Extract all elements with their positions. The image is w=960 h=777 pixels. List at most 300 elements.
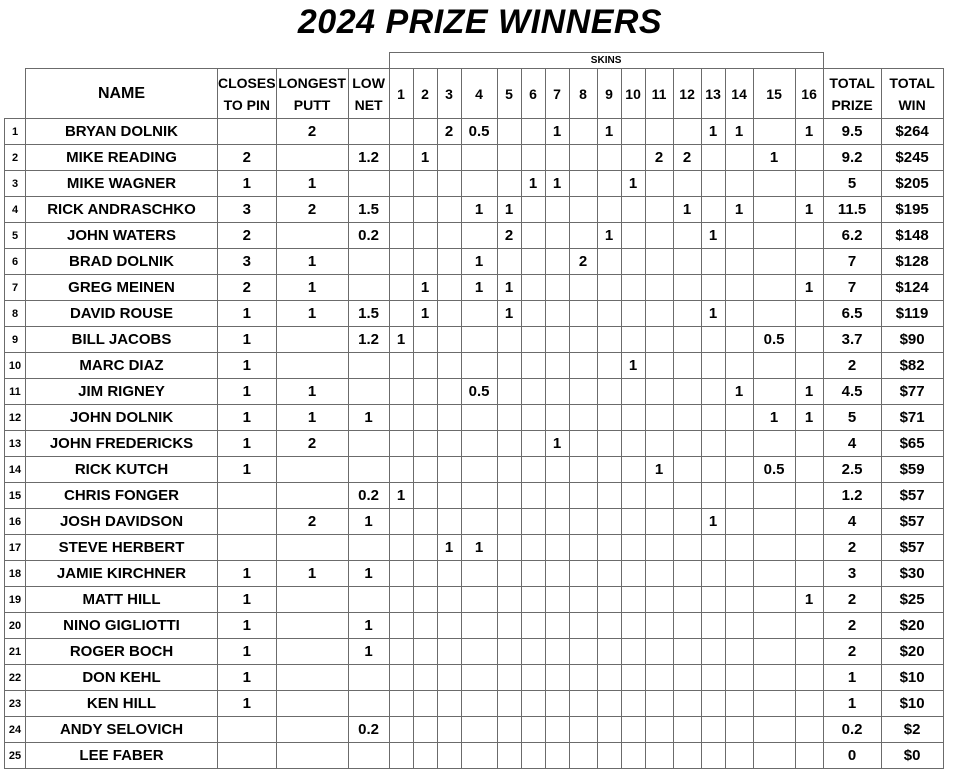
- longest-putt-value: [276, 717, 348, 743]
- total-win-value: $71: [881, 405, 943, 431]
- total-prize-value: 3.7: [823, 327, 881, 353]
- skin-value: [701, 145, 725, 171]
- skin-value: [545, 353, 569, 379]
- skin-value: [597, 431, 621, 457]
- skin-value: [645, 561, 673, 587]
- hole-header: 9: [597, 69, 621, 119]
- skin-value: [497, 249, 521, 275]
- hole-header: 10: [621, 69, 645, 119]
- player-name: JOHN DOLNIK: [26, 405, 218, 431]
- table-row: [5, 665, 944, 691]
- skin-value: [753, 561, 795, 587]
- skin-value: [521, 613, 545, 639]
- skin-value: [753, 249, 795, 275]
- skin-value: [673, 691, 701, 717]
- longest-putt-value: 1: [276, 379, 348, 405]
- skin-value: [673, 119, 701, 145]
- skin-value: [621, 249, 645, 275]
- skin-value: [461, 483, 497, 509]
- skin-value: [545, 717, 569, 743]
- skin-value: [621, 535, 645, 561]
- total-win-value: $20: [881, 639, 943, 665]
- skin-value: 1: [725, 197, 753, 223]
- total-prize-value: 2: [823, 613, 881, 639]
- table-row: [5, 249, 944, 275]
- skin-value: [389, 561, 413, 587]
- skin-value: [673, 717, 701, 743]
- skin-value: [437, 509, 461, 535]
- low-net-value: 1: [348, 639, 389, 665]
- skin-value: [753, 171, 795, 197]
- skin-value: [673, 561, 701, 587]
- skin-value: [569, 223, 597, 249]
- skin-value: [413, 483, 437, 509]
- longest-putt-value: [276, 587, 348, 613]
- table-row: [5, 301, 944, 327]
- skin-value: 1: [437, 535, 461, 561]
- low-net-value: 0.2: [348, 223, 389, 249]
- total-prize-value: 2: [823, 535, 881, 561]
- skin-value: [621, 275, 645, 301]
- total-prize-header: [823, 69, 881, 119]
- longest-putt-value: 1: [276, 249, 348, 275]
- skin-value: [645, 249, 673, 275]
- skin-value: 1: [597, 223, 621, 249]
- player-name: DON KEHL: [26, 665, 218, 691]
- skin-value: [497, 509, 521, 535]
- longest-putt-value: [276, 613, 348, 639]
- total-win-value: $128: [881, 249, 943, 275]
- total-win-value: $10: [881, 691, 943, 717]
- skin-value: [725, 561, 753, 587]
- skin-value: [725, 743, 753, 769]
- skin-value: [597, 613, 621, 639]
- skin-value: [497, 743, 521, 769]
- skin-value: [725, 717, 753, 743]
- table-row: [5, 587, 944, 613]
- closest-to-pin-value: 2: [218, 223, 277, 249]
- skin-value: [645, 327, 673, 353]
- closest-to-pin-header: [218, 69, 277, 119]
- skin-value: [753, 665, 795, 691]
- total-win-value: $20: [881, 613, 943, 639]
- closest-to-pin-value: 2: [218, 275, 277, 301]
- skin-value: [545, 301, 569, 327]
- row-number: 20: [5, 613, 26, 639]
- total-win-value: $57: [881, 483, 943, 509]
- closest-to-pin-value: 1: [218, 613, 277, 639]
- skin-value: 1: [645, 457, 673, 483]
- skin-value: [701, 691, 725, 717]
- skin-value: [645, 431, 673, 457]
- skin-value: [545, 275, 569, 301]
- skin-value: [621, 743, 645, 769]
- closest-to-pin-value: [218, 743, 277, 769]
- skin-value: [597, 639, 621, 665]
- skin-value: [597, 535, 621, 561]
- total-prize-value: 1.2: [823, 483, 881, 509]
- skin-value: [497, 145, 521, 171]
- skin-value: [413, 197, 437, 223]
- skin-value: 1: [795, 405, 823, 431]
- longest-putt-value: [276, 145, 348, 171]
- skin-value: [545, 483, 569, 509]
- longest-putt-value: [276, 639, 348, 665]
- skin-value: [597, 743, 621, 769]
- skin-value: [673, 249, 701, 275]
- skin-value: [569, 301, 597, 327]
- skin-value: [437, 613, 461, 639]
- skin-value: [437, 327, 461, 353]
- hole-header: 16: [795, 69, 823, 119]
- skin-value: [389, 119, 413, 145]
- skin-value: [701, 197, 725, 223]
- player-name: MATT HILL: [26, 587, 218, 613]
- row-number: 2: [5, 145, 26, 171]
- closest-to-pin-value: 1: [218, 379, 277, 405]
- skin-value: [621, 379, 645, 405]
- skin-value: [725, 639, 753, 665]
- total-prize-value: 5: [823, 171, 881, 197]
- hole-header: 11: [645, 69, 673, 119]
- skin-value: [753, 301, 795, 327]
- total-prize-value: 1: [823, 691, 881, 717]
- low-net-value: [348, 691, 389, 717]
- skin-value: [413, 249, 437, 275]
- longest-putt-header: [276, 69, 348, 119]
- total-win-value: $25: [881, 587, 943, 613]
- skin-value: [645, 691, 673, 717]
- skin-value: [621, 587, 645, 613]
- skin-value: [621, 717, 645, 743]
- skin-value: [437, 483, 461, 509]
- total-win-header-line: WIN: [898, 96, 926, 113]
- skin-value: [461, 145, 497, 171]
- skin-value: 1: [701, 301, 725, 327]
- skin-value: [645, 717, 673, 743]
- total-win-value: $77: [881, 379, 943, 405]
- skin-value: 1: [701, 223, 725, 249]
- skin-value: [725, 457, 753, 483]
- skin-value: [673, 405, 701, 431]
- skin-value: [597, 145, 621, 171]
- skin-value: [753, 353, 795, 379]
- skin-value: [701, 613, 725, 639]
- skin-value: 1: [461, 535, 497, 561]
- skin-value: [621, 197, 645, 223]
- skin-value: [597, 561, 621, 587]
- skin-value: [569, 145, 597, 171]
- hole-header: 8: [569, 69, 597, 119]
- skin-value: [545, 145, 569, 171]
- skin-value: [795, 223, 823, 249]
- closest-to-pin-value: 1: [218, 587, 277, 613]
- skin-value: [725, 249, 753, 275]
- closest-to-pin-value: [218, 119, 277, 145]
- skin-value: [673, 223, 701, 249]
- closest-to-pin-value: 1: [218, 171, 277, 197]
- skin-value: [437, 145, 461, 171]
- total-win-value: $59: [881, 457, 943, 483]
- skin-value: 1: [389, 483, 413, 509]
- skin-value: [621, 561, 645, 587]
- skin-value: [621, 145, 645, 171]
- longest-putt-value: 1: [276, 275, 348, 301]
- skin-value: [521, 665, 545, 691]
- skin-value: [437, 587, 461, 613]
- skin-value: [645, 379, 673, 405]
- player-name: RICK ANDRASCHKO: [26, 197, 218, 223]
- total-win-value: $90: [881, 327, 943, 353]
- row-number: 9: [5, 327, 26, 353]
- skin-value: [621, 639, 645, 665]
- skin-value: [521, 119, 545, 145]
- skin-value: [795, 353, 823, 379]
- skin-value: [461, 691, 497, 717]
- player-name: JOHN WATERS: [26, 223, 218, 249]
- skin-value: [413, 457, 437, 483]
- skin-value: [461, 457, 497, 483]
- closest-to-pin-value: 1: [218, 353, 277, 379]
- skin-value: [545, 587, 569, 613]
- low-net-value: 1.5: [348, 197, 389, 223]
- hole-header: 13: [701, 69, 725, 119]
- skin-value: [521, 249, 545, 275]
- skin-value: [461, 561, 497, 587]
- player-name: BILL JACOBS: [26, 327, 218, 353]
- player-name: CHRIS FONGER: [26, 483, 218, 509]
- skin-value: 1: [413, 301, 437, 327]
- skin-value: [497, 171, 521, 197]
- skin-value: [521, 145, 545, 171]
- skin-value: [621, 509, 645, 535]
- skin-value: [521, 457, 545, 483]
- total-prize-value: 2: [823, 353, 881, 379]
- table-row: [5, 743, 944, 769]
- low-net-value: [348, 535, 389, 561]
- skin-value: [753, 587, 795, 613]
- longest-putt-value: [276, 457, 348, 483]
- hole-header: 6: [521, 69, 545, 119]
- skin-value: [389, 145, 413, 171]
- closest-to-pin-header-line: TO PIN: [223, 96, 270, 113]
- row-number-header: [5, 69, 26, 119]
- skin-value: [437, 171, 461, 197]
- skin-value: 1: [795, 275, 823, 301]
- total-prize-value: 0.2: [823, 717, 881, 743]
- skin-value: [753, 431, 795, 457]
- skin-value: [673, 171, 701, 197]
- skin-value: 0.5: [461, 119, 497, 145]
- total-win-value: $57: [881, 509, 943, 535]
- skin-value: [569, 639, 597, 665]
- skin-value: [389, 587, 413, 613]
- skin-value: [437, 665, 461, 691]
- skin-value: [795, 509, 823, 535]
- table-row: [5, 717, 944, 743]
- hole-header: 3: [437, 69, 461, 119]
- skin-value: 2: [497, 223, 521, 249]
- skin-value: [753, 613, 795, 639]
- skin-value: [701, 431, 725, 457]
- longest-putt-value: 1: [276, 561, 348, 587]
- skin-value: [437, 197, 461, 223]
- skin-value: [597, 249, 621, 275]
- skin-value: [701, 639, 725, 665]
- skin-value: [569, 561, 597, 587]
- skin-value: [645, 353, 673, 379]
- skin-value: [795, 145, 823, 171]
- skin-value: [569, 613, 597, 639]
- row-number: 3: [5, 171, 26, 197]
- skin-value: [461, 743, 497, 769]
- skin-value: [795, 691, 823, 717]
- skin-value: [701, 743, 725, 769]
- skin-value: [521, 509, 545, 535]
- skin-value: [389, 379, 413, 405]
- total-prize-value: 4: [823, 431, 881, 457]
- closest-to-pin-value: 1: [218, 327, 277, 353]
- table-row: [5, 535, 944, 561]
- hole-header: 1: [389, 69, 413, 119]
- skin-value: [569, 379, 597, 405]
- low-net-header-line: LOW: [352, 74, 385, 91]
- skin-value: 1: [521, 171, 545, 197]
- low-net-value: [348, 353, 389, 379]
- skin-value: [795, 457, 823, 483]
- skin-value: 1: [461, 197, 497, 223]
- hole-header: 7: [545, 69, 569, 119]
- skin-value: [569, 353, 597, 379]
- closest-to-pin-value: [218, 509, 277, 535]
- skin-value: [569, 535, 597, 561]
- total-prize-value: 7: [823, 275, 881, 301]
- skin-value: [413, 535, 437, 561]
- skin-value: [461, 405, 497, 431]
- closest-to-pin-value: 1: [218, 301, 277, 327]
- hole-header: 4: [461, 69, 497, 119]
- skin-value: [621, 431, 645, 457]
- longest-putt-value: 2: [276, 119, 348, 145]
- skin-value: [521, 275, 545, 301]
- skin-value: [413, 431, 437, 457]
- skin-value: [437, 249, 461, 275]
- total-prize-value: 2.5: [823, 457, 881, 483]
- skin-value: [413, 171, 437, 197]
- skin-value: [597, 457, 621, 483]
- row-number: 8: [5, 301, 26, 327]
- longest-putt-value: 1: [276, 405, 348, 431]
- closest-to-pin-value: [218, 535, 277, 561]
- total-prize-value: 11.5: [823, 197, 881, 223]
- hole-header: 12: [673, 69, 701, 119]
- closest-to-pin-value: 1: [218, 457, 277, 483]
- low-net-value: 1: [348, 405, 389, 431]
- total-prize-header-line: PRIZE: [831, 96, 873, 113]
- low-net-value: 1: [348, 509, 389, 535]
- skin-value: [461, 223, 497, 249]
- player-name: MIKE READING: [26, 145, 218, 171]
- skin-value: [597, 379, 621, 405]
- player-name: LEE FABER: [26, 743, 218, 769]
- skin-value: 1: [461, 249, 497, 275]
- skin-value: [521, 639, 545, 665]
- skin-value: [621, 119, 645, 145]
- skin-value: [389, 405, 413, 431]
- table-row: [5, 327, 944, 353]
- skin-value: [725, 353, 753, 379]
- skin-value: [795, 249, 823, 275]
- skin-value: [569, 171, 597, 197]
- skin-value: [437, 691, 461, 717]
- low-net-value: 0.2: [348, 483, 389, 509]
- skin-value: 1: [597, 119, 621, 145]
- skin-value: [497, 717, 521, 743]
- skin-value: [497, 691, 521, 717]
- row-number: 25: [5, 743, 26, 769]
- skin-value: [437, 431, 461, 457]
- player-name: MARC DIAZ: [26, 353, 218, 379]
- total-win-value: $65: [881, 431, 943, 457]
- skin-value: [545, 665, 569, 691]
- closest-to-pin-value: 1: [218, 691, 277, 717]
- row-number: 11: [5, 379, 26, 405]
- total-win-value: $57: [881, 535, 943, 561]
- skin-value: [621, 405, 645, 431]
- low-net-value: [348, 431, 389, 457]
- total-prize-value: 9.2: [823, 145, 881, 171]
- skin-value: [621, 301, 645, 327]
- low-net-value: 1: [348, 613, 389, 639]
- skin-value: [497, 483, 521, 509]
- skin-value: [521, 327, 545, 353]
- skin-value: [701, 457, 725, 483]
- skin-value: 1: [725, 119, 753, 145]
- skin-value: 0.5: [753, 457, 795, 483]
- row-number: 17: [5, 535, 26, 561]
- skin-value: [645, 301, 673, 327]
- skin-value: [795, 327, 823, 353]
- skin-value: [437, 639, 461, 665]
- skin-value: [795, 613, 823, 639]
- low-net-value: [348, 249, 389, 275]
- row-number: 23: [5, 691, 26, 717]
- skin-value: [795, 431, 823, 457]
- row-number: 12: [5, 405, 26, 431]
- skin-value: [701, 587, 725, 613]
- skin-value: [437, 457, 461, 483]
- skin-value: [701, 665, 725, 691]
- skin-value: [545, 743, 569, 769]
- skin-value: [437, 561, 461, 587]
- skin-value: [545, 535, 569, 561]
- table-row: [5, 483, 944, 509]
- closest-to-pin-value: 1: [218, 431, 277, 457]
- hole-header: 2: [413, 69, 437, 119]
- table-row: [5, 197, 944, 223]
- table-row: [5, 561, 944, 587]
- skin-value: [753, 119, 795, 145]
- skin-value: [569, 327, 597, 353]
- total-win-header-line: TOTAL: [889, 74, 935, 91]
- table-row: [5, 275, 944, 301]
- total-win-value: $148: [881, 223, 943, 249]
- skin-value: 1: [545, 119, 569, 145]
- table-row: [5, 353, 944, 379]
- skin-value: 1: [497, 275, 521, 301]
- skin-value: [545, 405, 569, 431]
- skin-value: [645, 119, 673, 145]
